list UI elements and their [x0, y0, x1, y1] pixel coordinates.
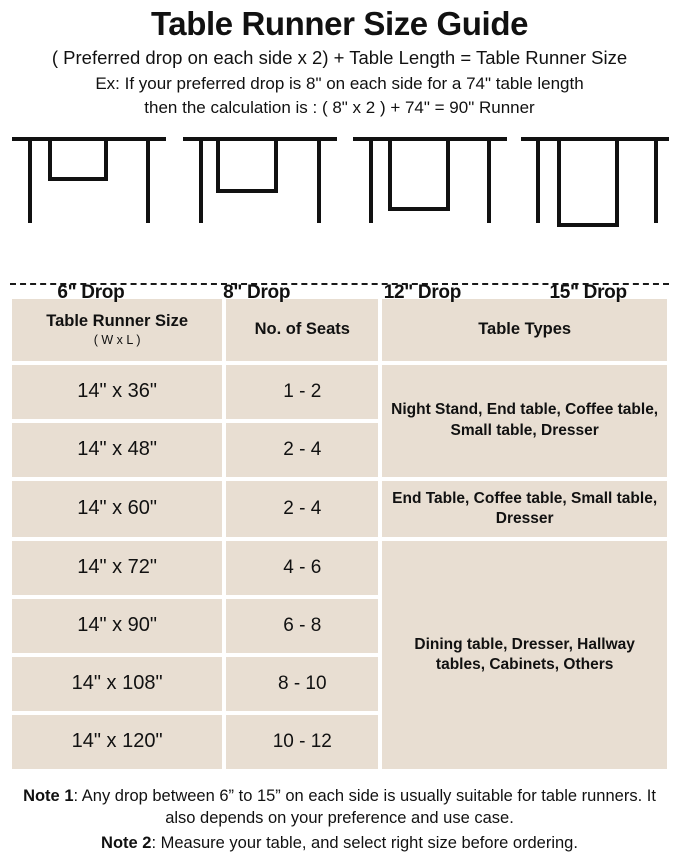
- example-line-2: then the calculation is : ( 8" x 2 ) + 74" = 90" Runner: [144, 97, 535, 117]
- drop-label-12: 12" Drop: [383, 281, 462, 303]
- header-size: [12, 299, 222, 361]
- cell-seats: 1 - 2: [226, 365, 378, 419]
- header-size-label: Table Runner Size: [46, 311, 189, 330]
- cell-seats: 4 - 6: [226, 541, 378, 595]
- table-row: [12, 481, 667, 537]
- drop-label-8: 8" Drop: [223, 281, 291, 303]
- table-header-row: [12, 299, 667, 361]
- cell-size: 14" x 36": [12, 365, 222, 419]
- infographic-page: [0, 5, 679, 853]
- drop-label-row: [8, 282, 671, 304]
- cell-size: 14" x 90": [12, 599, 222, 653]
- cell-size: 14" x 72": [12, 541, 222, 595]
- table-row: [12, 541, 667, 595]
- note-2: [8, 832, 671, 854]
- cell-types: Night Stand, End table, Coffee table, Small table, Dresser: [382, 365, 667, 477]
- formula-line: ( Preferred drop on each side x 2) + Table Length = Table Runner Size: [51, 47, 628, 69]
- drop-diagram-svg: [8, 127, 671, 277]
- note-2-label: Note 2: [101, 834, 152, 853]
- header-size-sublabel: ( W x L ): [93, 332, 141, 347]
- table-illustration-6: [12, 139, 166, 223]
- table-illustration-12: [353, 139, 507, 223]
- notes-section: [8, 785, 671, 855]
- table-row: [12, 365, 667, 419]
- size-guide-table: [8, 295, 671, 773]
- page-title: Table Runner Size Guide: [150, 5, 529, 42]
- table-illustration-15: [521, 139, 669, 225]
- drop-label-15: 15" Drop: [549, 281, 627, 303]
- drop-diagram: [8, 127, 671, 303]
- cell-size: 14" x 108": [12, 657, 222, 711]
- cell-seats: 10 - 12: [226, 715, 378, 769]
- cell-seats: 2 - 4: [226, 423, 378, 477]
- drop-label-6: 6" Drop: [57, 281, 125, 303]
- cell-size: 14" x 60": [12, 481, 222, 537]
- cell-seats: 6 - 8: [226, 599, 378, 653]
- example-block: [8, 73, 671, 118]
- note-1-label: Note 1: [23, 786, 74, 805]
- cell-types: Dining table, Dresser, Hallway tables, Cabinets, Others: [382, 541, 667, 769]
- example-line-1: Ex: If your preferred drop is 8" on each side for a 74" table length: [95, 74, 584, 94]
- note-2-text: : Measure your table, and select right size before ordering.: [151, 834, 578, 853]
- note-1-text: : Any drop between 6” to 15” on each side is usually suitable for table runners. It also depends on your preference and use case.: [73, 786, 656, 828]
- header-types: Table Types: [382, 299, 667, 361]
- header-seats: No. of Seats: [226, 299, 378, 361]
- cell-seats: 8 - 10: [226, 657, 378, 711]
- cell-size: 14" x 48": [12, 423, 222, 477]
- cell-seats: 2 - 4: [226, 481, 378, 537]
- cell-types: End Table, Coffee table, Small table, Dresser: [382, 481, 667, 537]
- cell-size: 14" x 120": [12, 715, 222, 769]
- table-illustration-8: [183, 139, 337, 223]
- note-1: [8, 785, 671, 830]
